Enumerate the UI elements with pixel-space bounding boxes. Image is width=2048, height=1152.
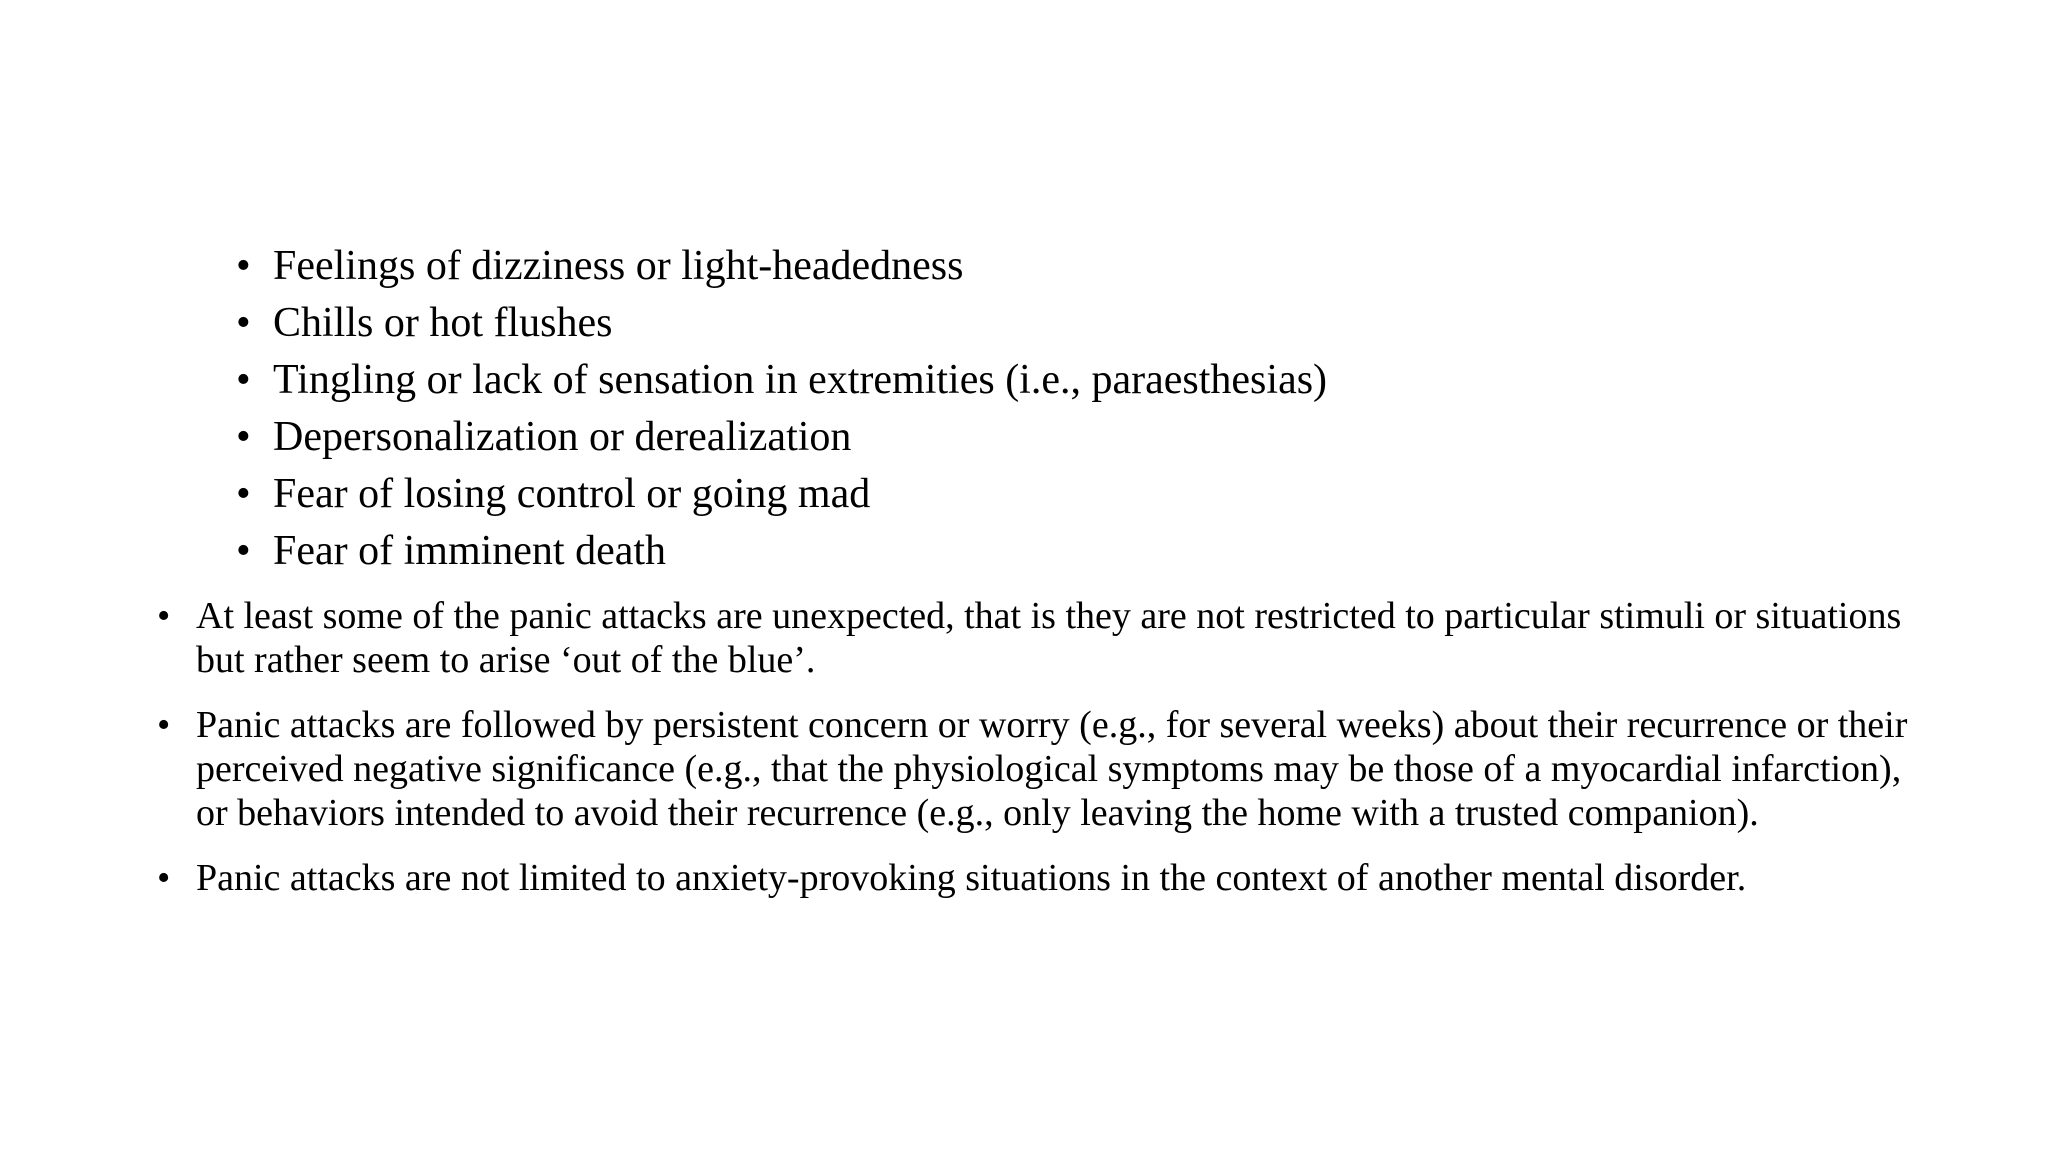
sub-item-text: Depersonalization or derealization: [273, 414, 852, 460]
bullet-icon: •: [236, 300, 251, 346]
sub-list-item: [236, 409, 1736, 466]
main-item-text: Panic attacks are followed by persistent concern or worry (e.g., for several weeks) about their recurrence or their perceived negative significance (e.g., that the physiological symptoms may be those of a myocardial infarction), or behaviors intended to avoid their recurrence (e.g., only leaving the home with a trusted companion).: [196, 704, 1908, 834]
symptom-sub-list: [236, 238, 1736, 580]
sub-list-item: [236, 352, 1736, 409]
bullet-icon: •: [157, 595, 171, 637]
sub-list-item: [236, 295, 1736, 352]
bullet-icon: •: [236, 528, 251, 574]
main-list-item: [157, 856, 1917, 900]
main-list-item: [157, 703, 1917, 835]
bullet-icon: •: [236, 471, 251, 517]
sub-list-item: [236, 238, 1736, 295]
sub-item-text: Fear of losing control or going mad: [273, 471, 871, 517]
sub-item-text: Feelings of dizziness or light-headedness: [273, 243, 964, 289]
bullet-icon: •: [236, 414, 251, 460]
bullet-icon: •: [157, 704, 171, 746]
sub-item-text: Fear of imminent death: [273, 528, 667, 574]
sub-item-text: Chills or hot flushes: [273, 300, 613, 346]
main-item-text: At least some of the panic attacks are unexpected, that is they are not restricted to particular stimuli or situations but rather seem to arise ‘out of the blue’.: [196, 595, 1902, 681]
main-item-text: Panic attacks are not limited to anxiety-provoking situations in the context of another mental disorder.: [196, 857, 1747, 899]
bullet-icon: •: [157, 857, 171, 899]
sub-list-item: [236, 466, 1736, 523]
sub-item-text: Tingling or lack of sensation in extremities (i.e., paraesthesias): [273, 357, 1328, 403]
criteria-main-list: [157, 594, 1917, 921]
bullet-icon: •: [236, 243, 251, 289]
sub-list-item: [236, 523, 1736, 580]
bullet-icon: •: [236, 357, 251, 403]
main-list-item: [157, 594, 1917, 682]
